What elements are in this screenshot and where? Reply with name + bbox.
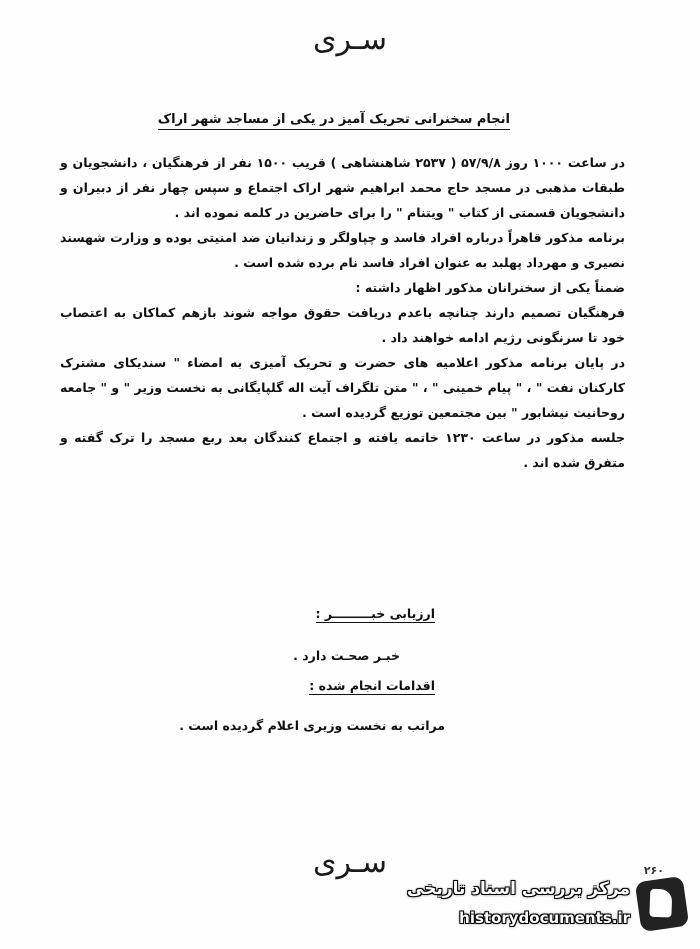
paragraph-5: در پایان برنامه مذکور اعلامیه های حضرت و تحریک آمیزی به امضاء " سندیکای مشترک کارکنان نفت " ، " پیام خمینی " ، " متن تلگراف آیت اله گلپایگانی به نخست وزیر " و " جامعه روحانیت نیشابور " بین مجتمعین توزیع گردیده است .: [60, 355, 625, 420]
page-number: ۲۶۰: [643, 864, 664, 877]
paragraph-1: در ساعت ۱۰۰۰ روز ۵۷/۹/۸ ( ۲۵۳۷ شاهنشاهی ) قریب ۱۵۰۰ نفر از فرهنگیان ، دانشجویان و طبقات مذهبی در مسجد حاج محمد ابراهیم شهر اراک اجتماع و سپس چهار نفر از دبیران و دانشجویان قسمتی از کتاب " ویتنام " را برای حاضرین در کلمه نموده اند .: [60, 155, 626, 220]
classification-top: سـرى: [313, 22, 387, 57]
assessment-label: ارزیابی خبـــــــــر :: [315, 606, 435, 621]
document-body: [60, 150, 625, 475]
assessment-result: خبـر صحـت دارد .: [293, 648, 400, 663]
document-title: انجام سخنرانی تحریک آمیز در یکی از مساجد شهر اراک: [158, 112, 510, 130]
classification-bottom: سـرى: [313, 845, 387, 880]
watermark-url: historydocuments.ir: [459, 909, 630, 927]
paragraph-3: ضمناً یکی از سخنرانان مذکور اظهار داشته :: [355, 280, 625, 295]
watermark-title: مرکز بررسی اسناد تاریخی: [407, 879, 630, 899]
actions-result: مراتب به نخست وزیری اعلام گردیده است .: [179, 718, 445, 733]
paragraph-4: فرهنگیان تصمیم دارند چنانچه باعدم دریافت حقوق مواجه شوند بازهم کماکان به اعتصاب خود تا سرنگونی رژیم ادامه خواهند داد .: [60, 305, 625, 345]
watermark: [396, 875, 686, 939]
actions-heading: [309, 678, 435, 693]
paragraph-6: جلسه مذکور در ساعت ۱۲۳۰ خاتمه یافته و اجتماع کنندگان بعد ربع مسجد را ترک گفته و متفرق شده اند .: [60, 430, 625, 470]
assessment-heading: [316, 606, 435, 621]
book-logo-icon: [635, 876, 689, 932]
paragraph-2: برنامه مذکور قاهراً درباره افراد فاسد و چپاولگر و زندانیان ضد امنیتی بوده و وزارت شهسند نصیری و مهرداد پهلبد به عنوان افراد فاسد نام برده شده است .: [60, 230, 625, 270]
actions-label: اقدامات انجام شده :: [309, 678, 435, 693]
